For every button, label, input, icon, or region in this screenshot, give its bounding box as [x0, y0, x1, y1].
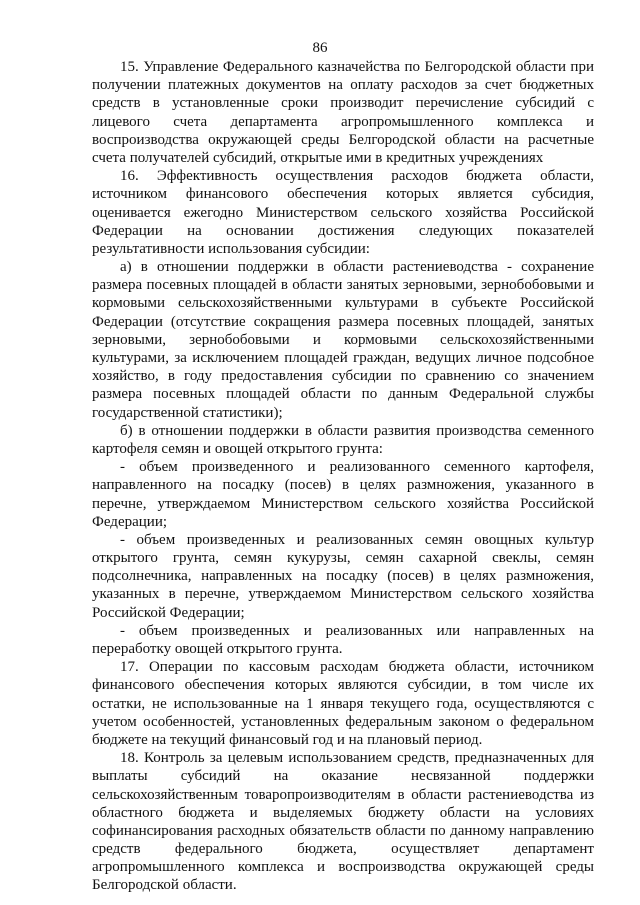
- paragraph-15: 15. Управление Федерального казначейства по Белгородской области при получении платежных документов на оплату расходов за счет бюджетных средств в установленные сроки производит перечисление субсидий с лицевого счета департамента агропромышленного комплекса и воспроизводства окружающей среды Белгородской области на расчетные счета получателей субсидий, открытые ими в кредитных учреждениях: [92, 59, 594, 166]
- paragraph-16-b-item-1: - объем произведенного и реализованного семенного картофеля, направленного на посадку (посев) в целях размножения, указанного в перечне, утверждаемом Министерством сельского хозяйства Российской Федерации;: [92, 459, 594, 530]
- page-number: 86: [312, 40, 328, 56]
- paragraph-16-a: а) в отношении поддержки в области растениеводства - сохранение размера посевных площадей в области занятых зерновыми, зернобобовыми и кормовыми сельскохозяйственными культурами в субъекте Российской Федерации (отсутствие сокращения размера посевных площадей, занятых зерновыми, зернобобовыми и кормовыми сельскохозяйственными культурами, за исключением площадей граждан, ведущих личное подсобное хозяйство, в году предоставления субсидии по сравнению со значением размера посевных площадей области по данным Федеральной службы государственной статистики);: [92, 259, 594, 421]
- paragraph-16-b-item-2: - объем произведенных и реализованных семян овощных культур открытого грунта, семян кукурузы, семян сахарной свеклы, семян подсолнечника, направленных на посадку (посев) в целях размножения, указанных в перечне, утверждаемом Министерством сельского хозяйства Российской Федерации;: [92, 531, 594, 621]
- paragraph-16-b: б) в отношении поддержки в области развития производства семенного картофеля семян и овощей открытого грунта:: [92, 422, 594, 457]
- paragraph-17: 17. Операции по кассовым расходам бюджета области, источником финансового обеспечения которых являются субсидии, в том числе их остатки, не использованные на 1 января текущего года, осуществляются с учетом особенностей, установленных федеральным законом о федеральном бюджете на текущий финансовый год и на плановый период.: [92, 659, 594, 748]
- paragraph-18: 18. Контроль за целевым использованием средств, предназначенных для выплаты субсидий на оказание несвязанной поддержки сельскохозяйственным товаропроизводителям в области растениеводства из областного бюджета и выделяемых бюджету области на условиях софинансирования расходных обязательств области по данному направлению средств федерального бюджета, осуществляет департамент агропромышленного комплекса и воспроизводства окружающей среды Белгородской области.: [92, 750, 594, 894]
- paragraph-16-b-item-3: - объем произведенных и реализованных или направленных на переработку овощей открытого грунта.: [92, 622, 594, 657]
- paragraph-16: 16. Эффективность осуществления расходов бюджета области, источником финансового обеспечения которых является субсидия, оценивается ежегодно Министерством сельского хозяйства Российской Федерации на основании достижения следующих показателей результативности использования субсидии:: [92, 168, 594, 257]
- document-body: [92, 58, 594, 895]
